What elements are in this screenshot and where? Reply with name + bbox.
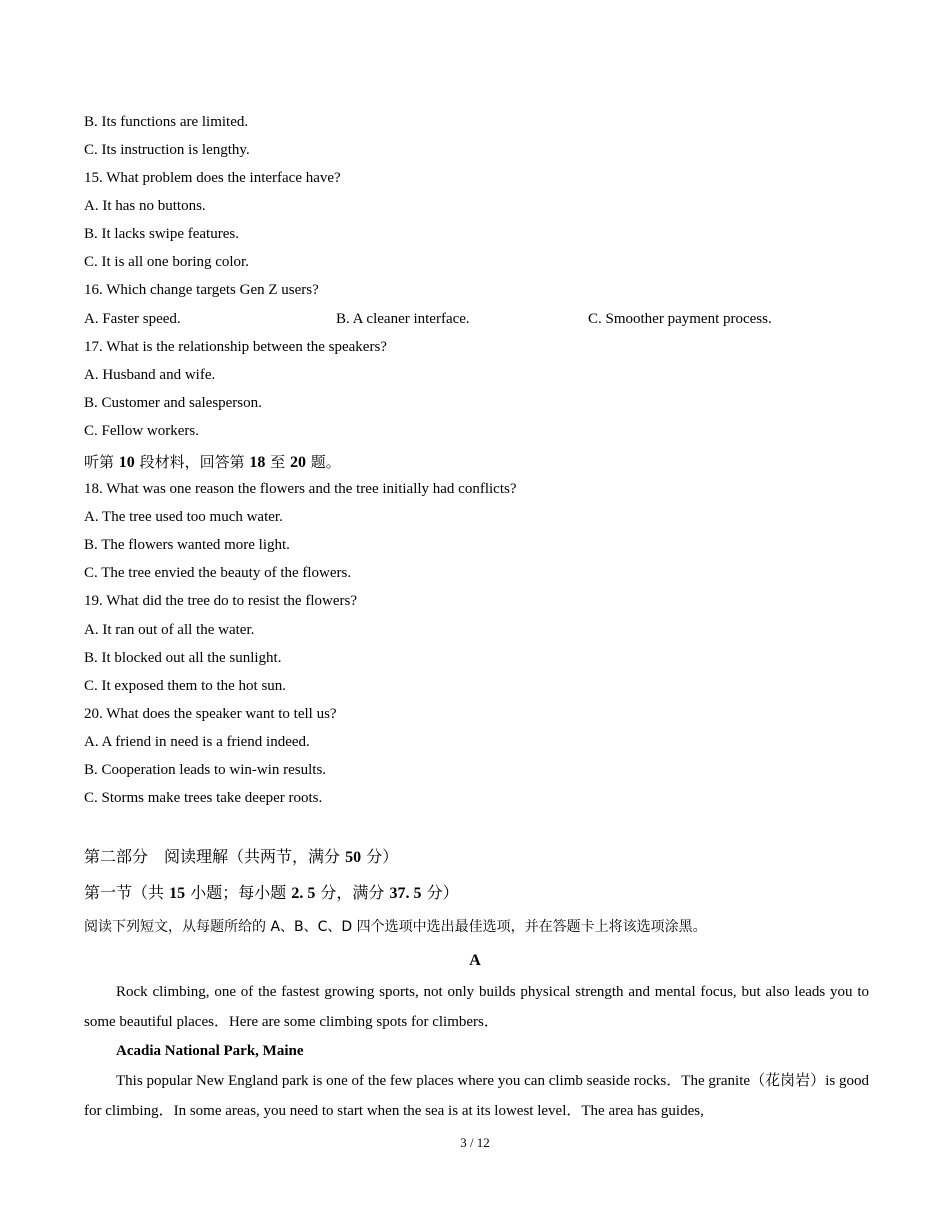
spot-title-acadia: Acadia National Park, Maine <box>116 1043 304 1059</box>
q15-question: 15. What problem does the interface have? <box>84 170 341 186</box>
page-number: 3 / 12 <box>460 1135 490 1150</box>
q16-option-b: B. A cleaner interface. <box>336 311 470 327</box>
q18-option-b: B. The flowers wanted more light. <box>84 537 290 553</box>
q17-option-c: C. Fellow workers. <box>84 423 199 439</box>
section1-heading: 第一节（共 15 小题；每小题 2. 5 分，满分 37. 5 分） <box>84 883 459 902</box>
q18-option-a: A. The tree used too much water. <box>84 509 283 525</box>
q20-question: 20. What does the speaker want to tell us? <box>84 706 337 722</box>
q17-option-a: A. Husband and wife. <box>84 367 216 383</box>
q19-question: 19. What did the tree do to resist the flowers? <box>84 593 357 609</box>
q20-option-a: A. A friend in need is a friend indeed. <box>84 734 310 750</box>
q16-option-c: C. Smoother payment process. <box>588 311 772 327</box>
q19-option-b: B. It blocked out all the sunlight. <box>84 650 282 666</box>
q19-option-c: C. It exposed them to the hot sun. <box>84 678 287 694</box>
q19-option-a: A. It ran out of all the water. <box>84 622 255 638</box>
q18-question: 18. What was one reason the flowers and the tree initially had conflicts? <box>84 481 517 497</box>
reading-instructions: 阅读下列短文，从每题所给的 A、B、C、D 四个选项中选出最佳选项，并在答题卡上将该选项涂黑。 <box>84 919 707 935</box>
q15-option-b: B. It lacks swipe features. <box>84 226 239 242</box>
q16-option-a: A. Faster speed. <box>84 311 181 327</box>
q20-option-c: C. Storms make trees take deeper roots. <box>84 790 323 806</box>
passage-intro: Rock climbing, one of the fastest growing sports, not only builds physical strength and mental focus, but also leads you to some beautiful places．Here are some climbing spots for climbers． <box>84 984 869 1030</box>
q17-question: 17. What is the relationship between the speakers? <box>84 339 387 355</box>
passage-label: A <box>469 952 481 969</box>
q20-option-b: B. Cooperation leads to win-win results. <box>84 762 327 778</box>
instruction-passage-10: 听第 10 段材料，回答第 18 至 20 题。 <box>84 453 341 471</box>
q18-option-c: C. The tree envied the beauty of the flowers. <box>84 565 352 581</box>
q14-option-b: B. Its functions are limited. <box>84 114 249 130</box>
q14-option-c: C. Its instruction is lengthy. <box>84 142 250 158</box>
q15-option-c: C. It is all one boring color. <box>84 254 249 270</box>
q15-option-a: A. It has no buttons. <box>84 198 206 214</box>
q17-option-b: B. Customer and salesperson. <box>84 395 262 411</box>
part2-heading: 第二部分 阅读理解（共两节，满分 50 分） <box>84 847 399 866</box>
q16-question: 16. Which change targets Gen Z users? <box>84 282 319 298</box>
spot-text-acadia: This popular New England park is one of the few places where you can climb seaside rocks．The granite（花岗岩）is good for climbing．In some areas, you need to start when the sea is at its lowest level．The area has guides, <box>84 1073 869 1119</box>
